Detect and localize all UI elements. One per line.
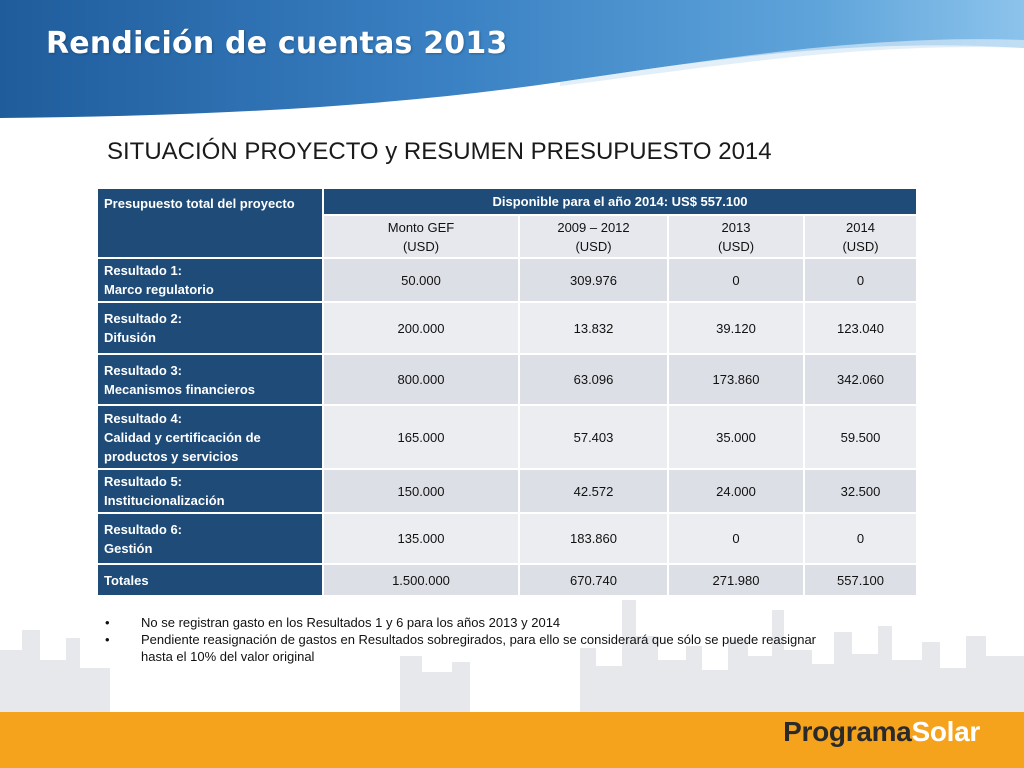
row-label (98, 565, 322, 595)
table-cell: 32.500 (805, 470, 916, 512)
row-label-line: Calidad y certificación de (104, 429, 261, 445)
row-label-line: Resultado 2: (104, 311, 183, 326)
available-2014-header (324, 189, 916, 214)
header-sky-background (0, 0, 1024, 125)
table-row (98, 303, 916, 353)
row-label-line: Gestión (104, 540, 153, 556)
brand-name-part2: Solar (911, 716, 980, 747)
table-cell: 670.740 (520, 565, 667, 595)
corner-header-cell (98, 189, 322, 257)
table-cell: 200.000 (324, 303, 518, 353)
available-2014-label: Disponible para el año 2014: US$ 557.100 (492, 194, 748, 209)
row-label-line: productos y servicios (104, 448, 239, 464)
table-cell: 50.000 (324, 259, 518, 301)
table-cell: 59.500 (805, 406, 916, 468)
column-header (324, 216, 518, 257)
table-row (98, 470, 916, 512)
row-label (98, 514, 322, 563)
table-cell: 342.060 (805, 355, 916, 404)
column-header-title: 2014 (846, 219, 875, 235)
column-header-title: 2009 – 2012 (557, 219, 630, 235)
column-header-unit: (USD) (402, 238, 440, 254)
table-cell: 0 (669, 259, 803, 301)
row-label (98, 259, 322, 301)
table-row (98, 259, 916, 301)
table-header-row (98, 189, 916, 214)
row-label (98, 303, 322, 353)
table-row (98, 406, 916, 468)
corner-header-label: Presupuesto total del proyecto (104, 196, 295, 211)
table-cell: 183.860 (520, 514, 667, 563)
column-header-title: 2013 (721, 219, 751, 235)
table-row (98, 514, 916, 563)
table-cell: 63.096 (520, 355, 667, 404)
row-label-line: Difusión (104, 330, 156, 345)
column-header-unit: (USD) (575, 238, 612, 254)
table-cell: 123.040 (805, 303, 916, 353)
table-cell: 13.832 (520, 303, 667, 353)
row-label-line: Totales (104, 572, 149, 588)
slide-subtitle: SITUACIÓN PROYECTO y RESUMEN PRESUPUESTO 2014 (107, 138, 772, 165)
brand-name-part1: Programa (783, 716, 912, 747)
note-text: No se registran gasto en los Resultados 1 y 6 para los años 2013 y 2014 (141, 615, 561, 630)
brand-logo (783, 716, 980, 748)
table-cell: 39.120 (669, 303, 803, 353)
table-totals-row (98, 565, 916, 595)
table-cell: 557.100 (805, 565, 916, 595)
column-header-unit: (USD) (717, 238, 755, 254)
row-label-line: Marco regulatorio (104, 282, 214, 297)
row-label (98, 470, 322, 512)
row-label-line: Resultado 1: (104, 263, 183, 278)
table-cell: 800.000 (324, 355, 518, 404)
row-label-line: Resultado 3: (104, 362, 183, 378)
table-cell: 0 (805, 259, 916, 301)
slide-title: Rendición de cuentas 2013 (46, 26, 508, 61)
table-cell: 42.572 (520, 470, 667, 512)
column-header-title: Monto GEF (387, 219, 455, 235)
table-cell: 1.500.000 (324, 565, 518, 595)
column-header (669, 216, 803, 257)
note-item (105, 614, 825, 631)
notes-list (105, 614, 825, 665)
row-label-line: Institucionalización (104, 493, 225, 508)
table-row (98, 355, 916, 404)
column-header-unit: (USD) (842, 238, 879, 254)
table-cell: 165.000 (324, 406, 518, 468)
table-cell: 271.980 (669, 565, 803, 595)
table-cell: 0 (805, 514, 916, 563)
column-header (520, 216, 667, 257)
note-item (105, 631, 825, 665)
table-cell: 57.403 (520, 406, 667, 468)
row-label-line: Resultado 6: (104, 521, 183, 537)
table-cell: 35.000 (669, 406, 803, 468)
bullet-icon: • (105, 632, 110, 647)
budget-table (96, 187, 918, 597)
table-cell: 150.000 (324, 470, 518, 512)
row-label (98, 355, 322, 404)
column-header (805, 216, 916, 257)
row-label-line: Resultado 5: (104, 474, 183, 489)
note-text: Pendiente reasignación de gastos en Resultados sobregirados, para ello se considerará que sólo se puede reasignar hasta el 10% del valor original (141, 632, 816, 664)
table-cell: 24.000 (669, 470, 803, 512)
bullet-icon: • (105, 615, 110, 630)
table-cell: 173.860 (669, 355, 803, 404)
table-cell: 0 (669, 514, 803, 563)
row-label-line: Mecanismos financieros (104, 381, 255, 397)
row-label-line: Resultado 4: (104, 410, 183, 426)
table-cell: 309.976 (520, 259, 667, 301)
row-label (98, 406, 322, 468)
table-cell: 135.000 (324, 514, 518, 563)
